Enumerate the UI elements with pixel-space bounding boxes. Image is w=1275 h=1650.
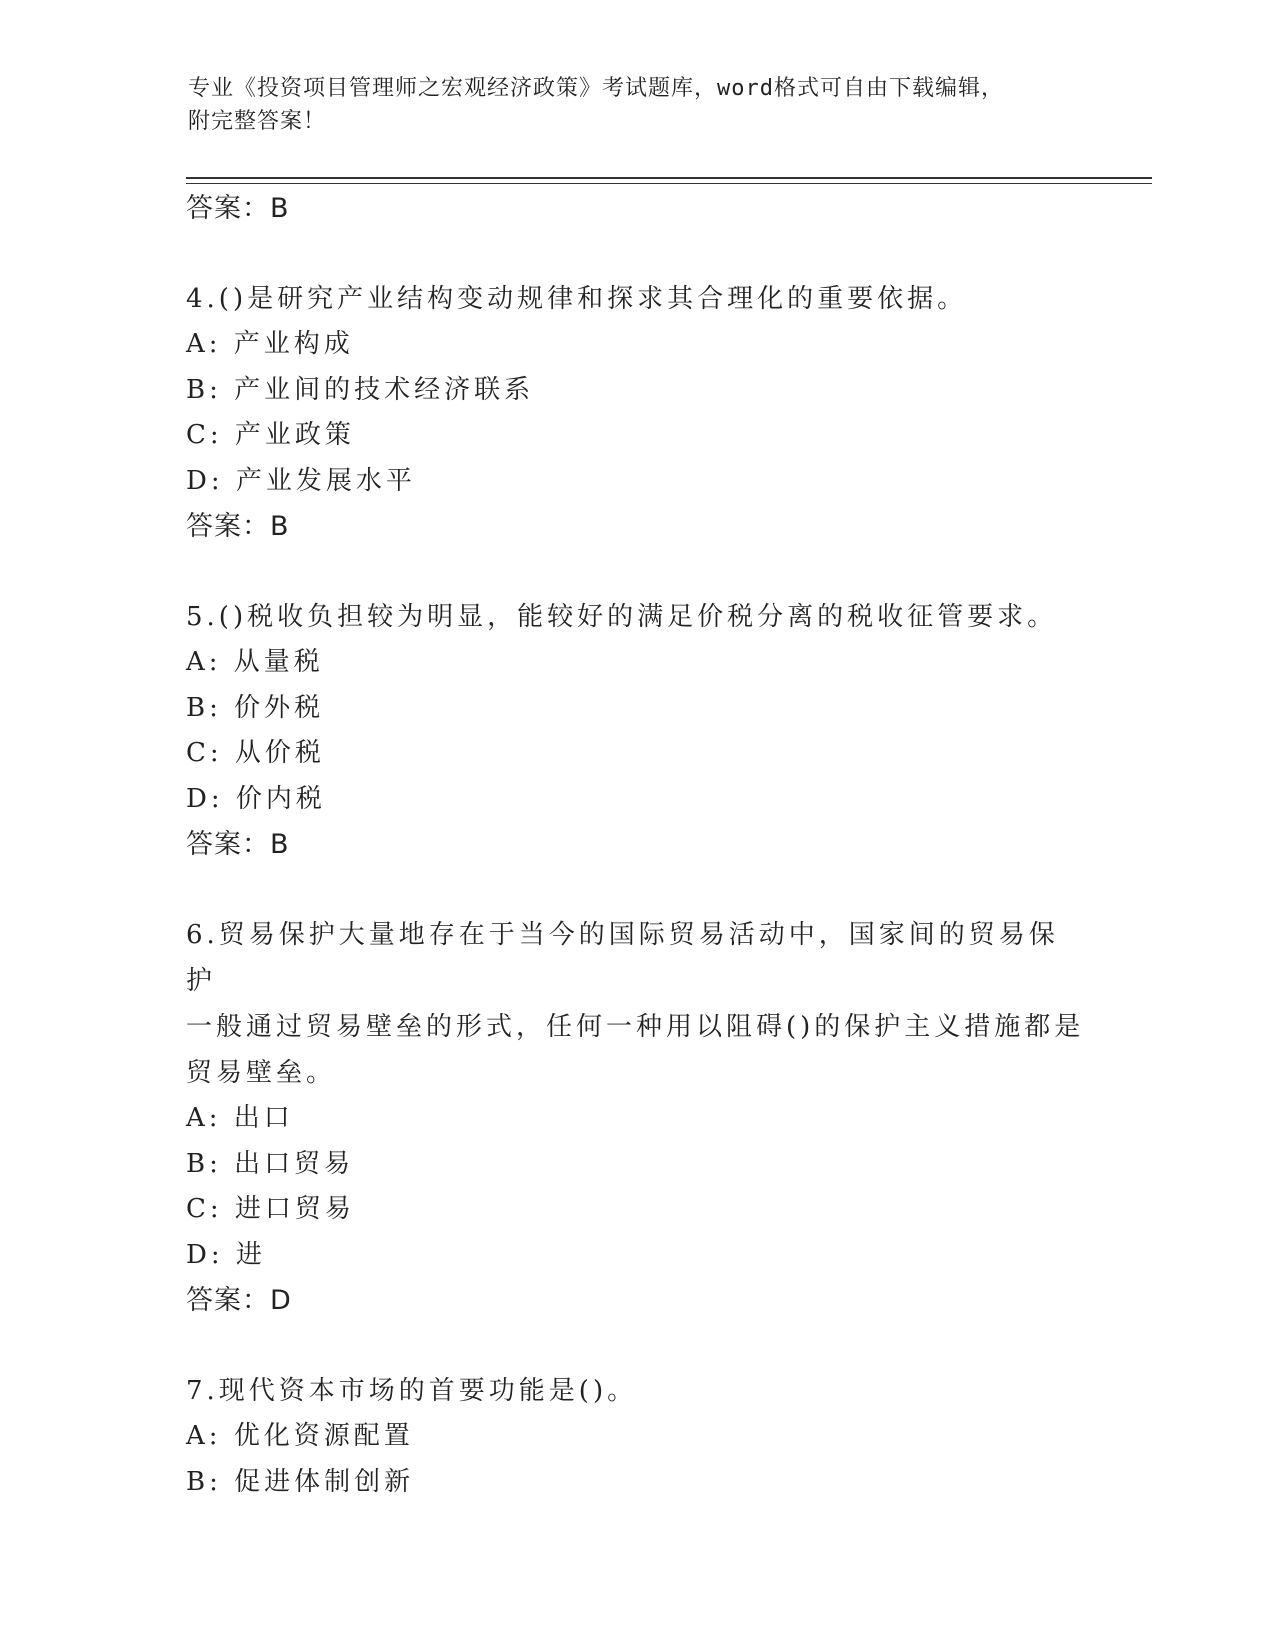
- option-d: D: 产业发展水平: [186, 465, 416, 496]
- option-b: B: 出口贸易: [186, 1148, 355, 1179]
- option-d: D: 进: [186, 1239, 266, 1270]
- answer-line: 答案：B: [186, 193, 290, 224]
- question-7: [186, 1368, 1086, 1505]
- option-d: D: 价内税: [186, 783, 326, 814]
- page-header: [188, 72, 1048, 138]
- header-line-2: 附完整答案！: [188, 109, 327, 134]
- question-text-line-1: 6.贸易保护大量地存在于当今的国际贸易活动中，国家间的贸易保护: [186, 920, 1059, 996]
- answer-line: 答案：D: [186, 1285, 292, 1316]
- question-text-line-2: 一般通过贸易壁垒的形式，任何一种用以阻碍()的保护主义措施都是: [186, 1012, 1085, 1042]
- answer-line: 答案：B: [186, 511, 290, 542]
- answer-line: 答案：B: [186, 829, 290, 860]
- option-b: B: 产业间的技术经济联系: [186, 374, 535, 405]
- question-list: [186, 186, 1086, 1505]
- question-text: 7.现代资本市场的首要功能是()。: [186, 1376, 638, 1406]
- header-divider-thin: [186, 183, 1152, 184]
- option-a: A: 从量税: [186, 647, 324, 677]
- question-text: 4.()是研究产业结构变动规律和探求其合理化的重要依据。: [186, 284, 968, 314]
- question-6: [186, 912, 1086, 1324]
- option-b: B: 促进体制创新: [186, 1466, 415, 1497]
- option-c: C: 产业政策: [186, 420, 355, 450]
- question-text-line-3: 贸易壁垒。: [186, 1058, 337, 1088]
- option-c: C: 进口贸易: [186, 1194, 355, 1224]
- option-b: B: 价外税: [186, 692, 325, 723]
- question-4: [186, 276, 1086, 550]
- option-c: C: 从价税: [186, 738, 325, 768]
- question-5: [186, 594, 1086, 868]
- header-divider-thick: [186, 177, 1152, 179]
- option-a: A: 产业构成: [186, 329, 354, 359]
- header-line-1: 专业《投资项目管理师之宏观经济政策》考试题库，word格式可自由下载编辑，: [188, 76, 1004, 101]
- question-text: 5.()税收负担较为明显，能较好的满足价税分离的税收征管要求。: [186, 602, 1058, 632]
- option-a: A: 出口: [186, 1103, 294, 1133]
- option-a: A: 优化资源配置: [186, 1421, 414, 1451]
